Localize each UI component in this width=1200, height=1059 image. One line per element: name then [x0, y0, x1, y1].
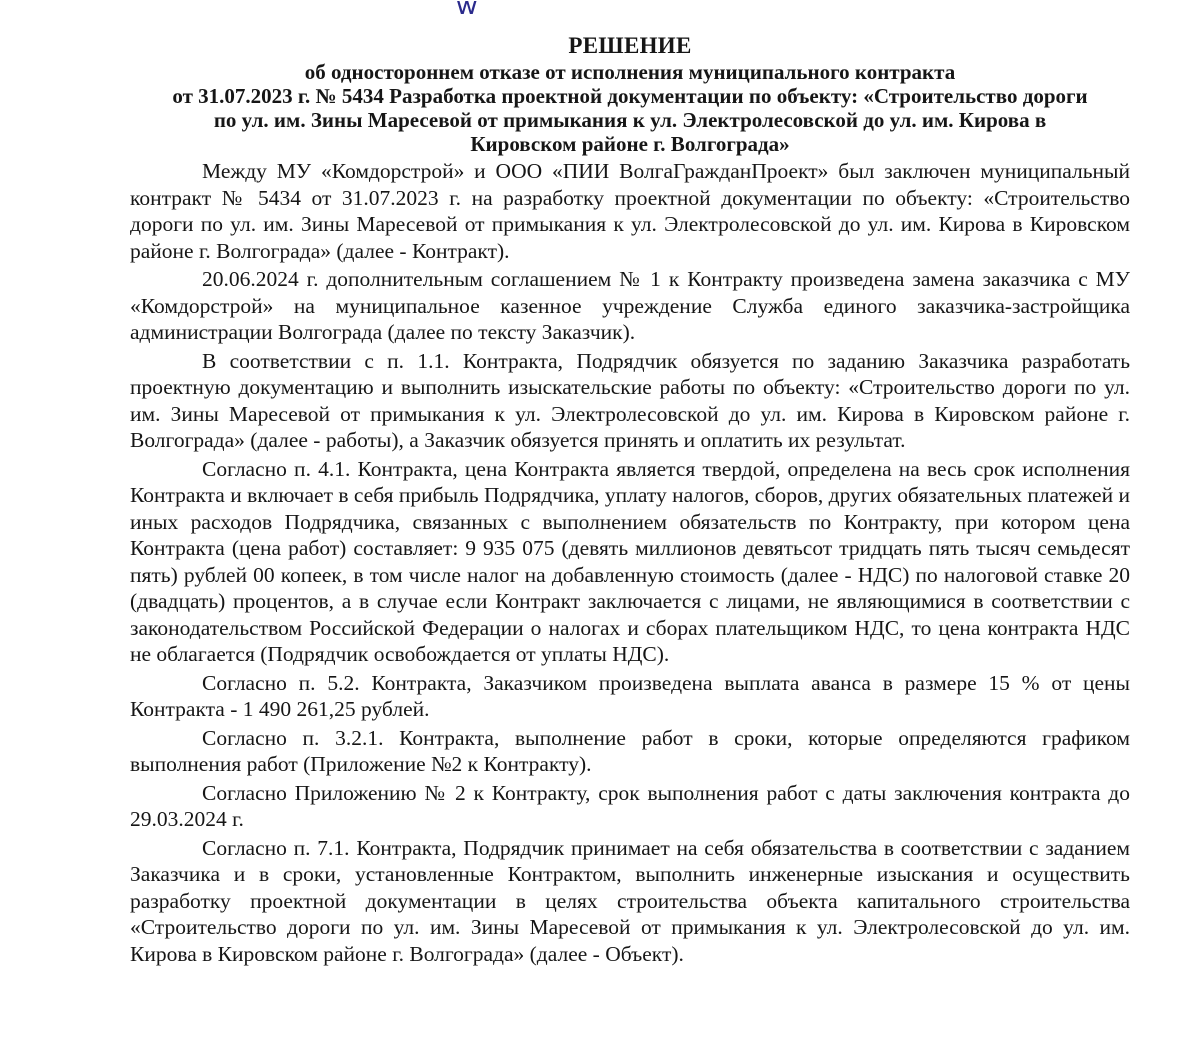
subtitle-line: от 31.07.2023 г. № 5434 Разработка проектной документации по объекту: «Строительство дороги: [172, 84, 1088, 108]
document-subtitle: [120, 60, 1140, 156]
paragraph-clause-1-1: В соответствии с п. 1.1. Контракта, Подрядчик обязуется по заданию Заказчика разработать проектную документацию и выполнить изыскательские работы по объекту: «Строительство дороги по ул. им. Зины Маресевой от примыкания к ул. Электролесовской до ул. им. Кирова в Кировском районе г. Волгограда» (далее - работы), а Заказчик обязуется принять и оплатить их результат.: [130, 348, 1130, 452]
subtitle-line: по ул. им. Зины Маресевой от примыкания к ул. Электролесовской до ул. им. Кирова в: [213, 108, 1047, 132]
paragraph-clause-7-1-obligations: Согласно п. 7.1. Контракта, Подрядчик принимает на себя обязательства в соответствии с заданием Заказчика и в сроки, установленные Контрактом, выполнить инженерные изыскания и осуществить разработку проектной документации в целях строительства объекта капитального строительства «Строительство дороги по ул. им. Зины Маресевой от примыкания к ул. Электролесовской до ул. им. Кирова в Кировском районе г. Волгограда» (далее - Объект).: [130, 835, 1130, 966]
paragraph-clause-5-2-advance: Согласно п. 5.2. Контракта, Заказчиком произведена выплата аванса в размере 15 % от цены Контракта - 1 490 261,25 рублей.: [130, 670, 1130, 721]
paragraph-clause-3-2-1-schedule: Согласно п. 3.2.1. Контракта, выполнение работ в сроки, которые определяются графиком выполнения работ (Приложение №2 к Контракту).: [130, 725, 1130, 776]
document-title: РЕШЕНИЕ: [568, 33, 692, 58]
paragraph-contract-conclusion: Между МУ «Комдорстрой» и ООО «ПИИ ВолгаГражданПроект» был заключен муниципальный контракт № 5434 от 31.07.2023 г. на разработку проектной документации по объекту: «Строительство дороги по ул. им. Зины Маресевой от примыкания к ул. Электролесовской до ул. им. Кирова в Кировском районе г. Волгограда» (далее - Контракт).: [130, 159, 1130, 263]
paragraph-appendix-2-deadline: Согласно Приложению № 2 к Контракту, срок выполнения работ с даты заключения контракта до 29.03.2024 г.: [130, 780, 1130, 831]
handwritten-ink-mark: w: [456, 0, 478, 20]
subtitle-line: Кировском районе г. Волгограда»: [470, 132, 790, 156]
document-page: [130, 34, 1130, 967]
paragraph-clause-4-1-price: Согласно п. 4.1. Контракта, цена Контракта является твердой, определена на весь срок исполнения Контракта и включает в себя прибыль Подрядчика, уплату налогов, сборов, других обязательных платежей и иных расходов Подрядчика, связанных с выполнением обязательств по Контракту, при котором цена Контракта (цена работ) составляет: 9 935 075 (девять миллионов девятьсот тридцать пять тысяч семьдесят пять) рублей 00 копеек, в том числе налог на добавленную стоимость (далее - НДС) по налоговой ставке 20 (двадцать) процентов, а в случае если Контракт заключается с лицами, не являющимися в соответствии с законодательством Российской Федерации о налогах и сборах плательщиком НДС, то цена контракта НДС не облагается (Подрядчик освобождается от уплаты НДС).: [130, 456, 1130, 666]
subtitle-line: об одностороннем отказе от исполнения муниципального контракта: [304, 60, 956, 84]
paragraph-customer-replacement: 20.06.2024 г. дополнительным соглашением № 1 к Контракту произведена замена заказчика с МУ «Комдорстрой» на муниципальное казенное учреждение Служба единого заказчика-застройщика администрации Волгограда (далее по тексту Заказчик).: [130, 267, 1130, 344]
